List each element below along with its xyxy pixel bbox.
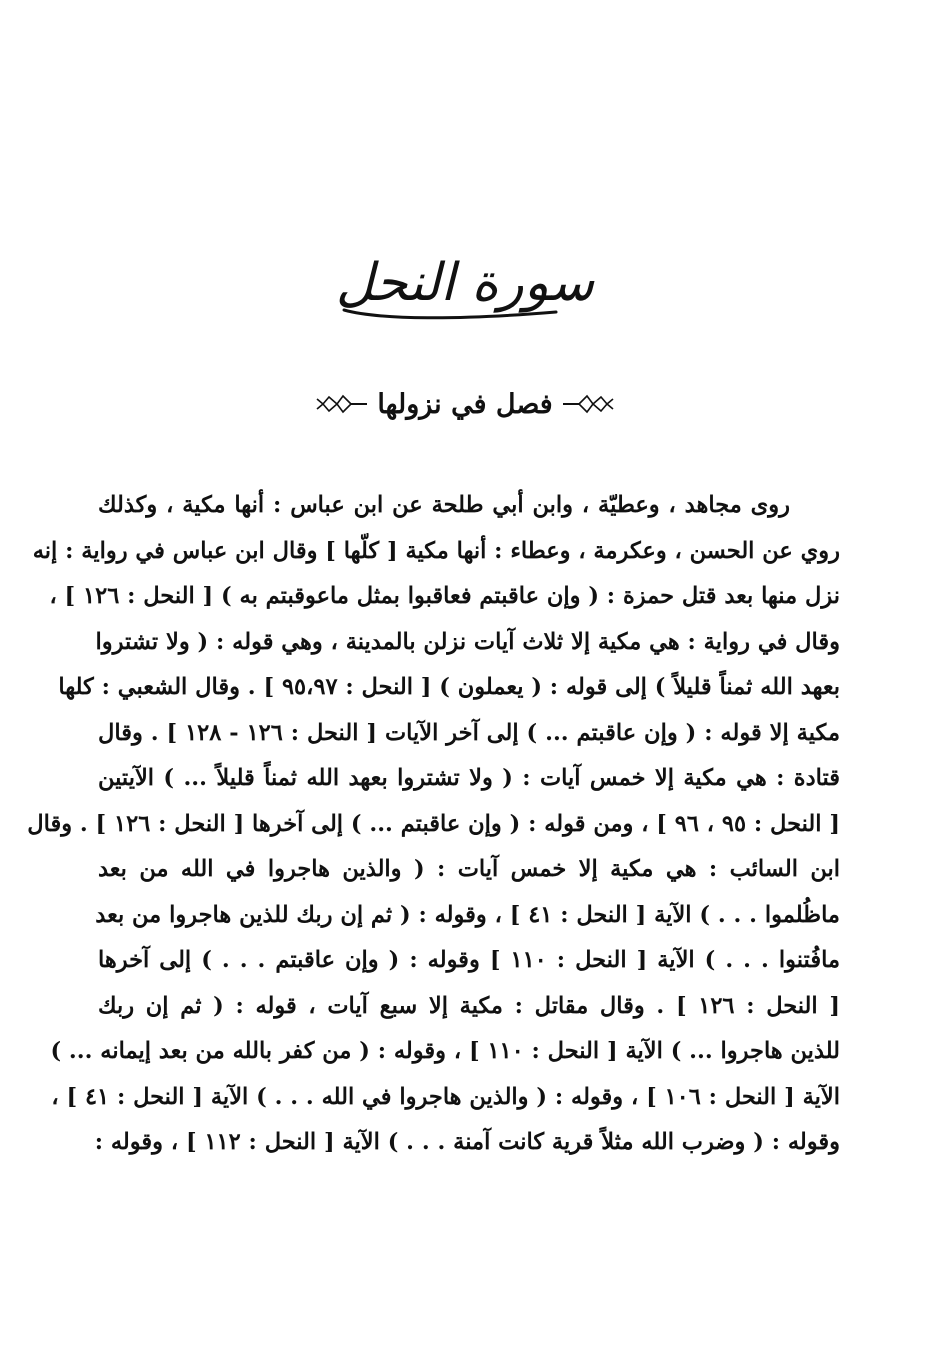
text-line: وقال في رواية : هي مكية إلا ثلاث آيات نزلن بالمدينة ، وهي قوله : ( ولا تشتروا	[95, 628, 840, 655]
text-line: نزل منها بعد قتل حمزة : ( وإن عاقبتم فعاقبوا بمثل ماعوقبتم به ) [ النحل : ١٢٦ ] ،	[49, 583, 840, 609]
text-line: وقوله : ( وضرب الله مثلاً قرية كانت آمنة . . . ) الآية [ النحل : ١١٢ ] ، وقوله :	[94, 1129, 840, 1155]
text-line: قتادة : هي مكية إلا خمس آيات : ( ولا تشتروا بعهد الله ثمناً قليلاً ... ) الآيتين	[98, 765, 840, 791]
text-line: الآية [ النحل : ١٠٦ ] ، وقوله : ( والذين هاجروا في الله . . . ) الآية [ النحل : ٤١ ] ،	[51, 1083, 840, 1110]
text-line: ابن السائب : هي مكية إلا خمس آيات : ( والذين هاجروا في الله من بعد	[98, 856, 840, 882]
body-text	[27, 483, 840, 1166]
text-line: روى مجاهد ، وعطيّة ، وابن أبي طلحة عن ابن عباس : أنها مكية ، وكذلك	[98, 492, 790, 518]
section-heading-text: فصل في نزولها	[377, 388, 553, 420]
text-line: [ النحل : ١٢٦ ] . وقال مقاتل : مكية إلا سبع آيات ، قوله : ( ثم إن ربك	[98, 992, 840, 1019]
text-line: [ النحل : ٩٥ ، ٩٦ ] ، ومن قوله : ( وإن عاقبتم ... ) إلى آخرها [ النحل : ١٢٦ ] . وقال	[27, 810, 840, 837]
surah-title-text: سورة النحل	[335, 253, 595, 313]
ornament-right-icon	[563, 392, 615, 416]
text-line: بعهد الله ثمناً قليلاً ) إلى قوله : ( يعملون ) [ النحل : ٩٥،٩٧ ] . وقال الشعبي : كلها	[58, 674, 840, 700]
calligraphic-flourish-icon	[340, 304, 560, 322]
text-line: مكية إلا قوله : ( وإن عاقبتم ... ) إلى آخر الآيات [ النحل : ١٢٦ - ١٢٨ ] . وقال	[98, 719, 840, 746]
text-line: ماظُلموا . . . ) الآية [ النحل : ٤١ ] ، وقوله : ( ثم إن ربك للذين هاجروا من بعد	[95, 901, 840, 928]
text-line: روي عن الحسن ، وعكرمة ، وعطاء : أنها مكية [ كلّها ] وقال ابن عباس في رواية : إنه	[32, 537, 840, 564]
ornament-left-icon	[315, 392, 367, 416]
text-line: مافُتنوا . . . ) الآية [ النحل : ١١٠ ] وقوله : ( وإن عاقبتم . . . ) إلى آخرها	[98, 947, 840, 973]
surah-title	[300, 238, 630, 328]
text-line: للذين هاجروا ... ) الآية [ النحل : ١١٠ ] ، وقوله : ( من كفر بالله من بعد إيمانه ... )	[50, 1038, 840, 1064]
section-heading	[320, 380, 610, 428]
